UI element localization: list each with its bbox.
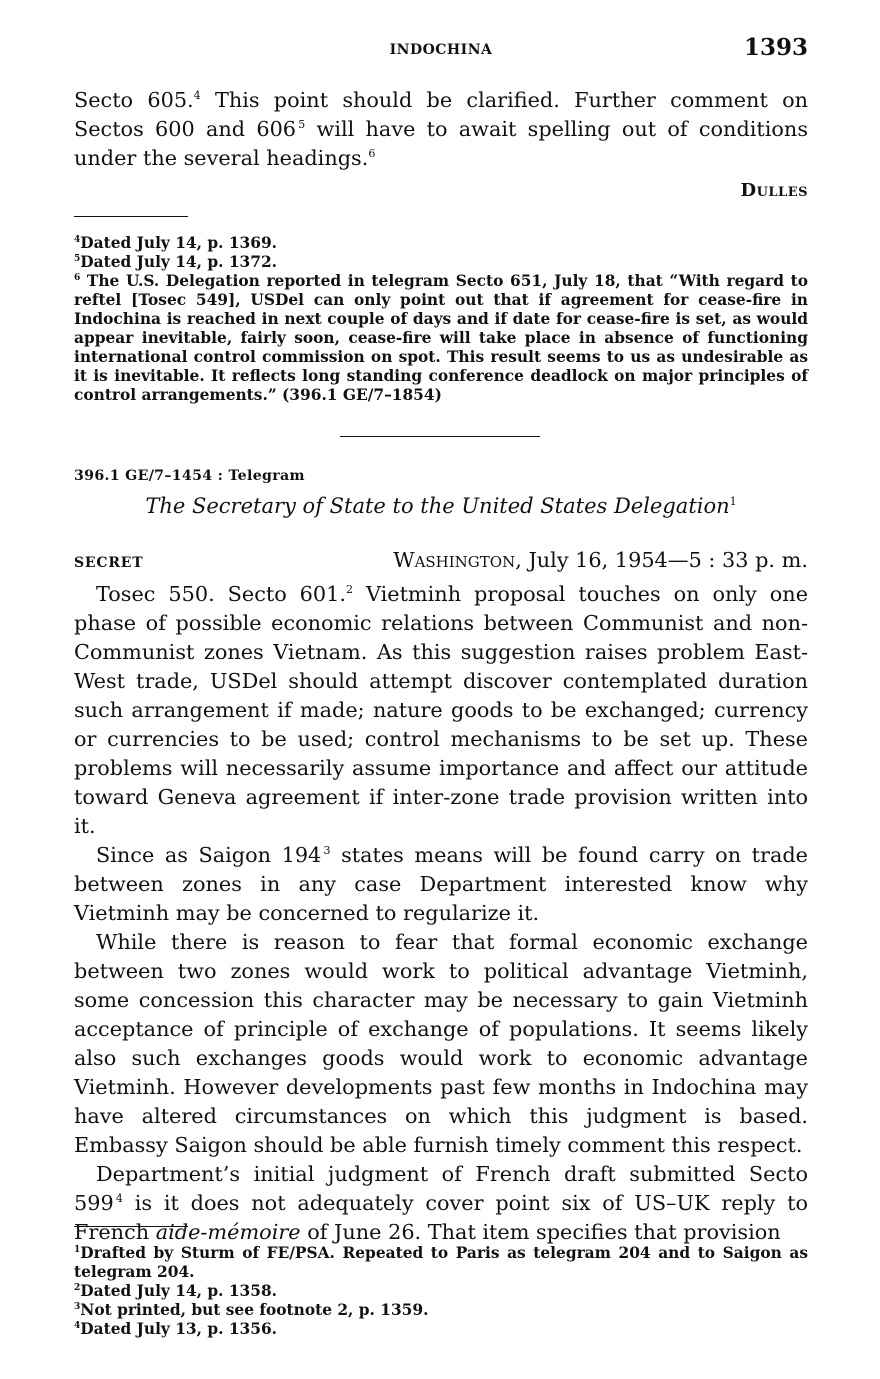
footnote	[74, 1301, 808, 1320]
document-title	[74, 494, 808, 518]
telegram-body	[74, 580, 808, 1247]
text-run: This point should be clarified. Further comment on Sectos 600 and 606	[74, 88, 808, 141]
document-page	[74, 0, 808, 1379]
text-run: Department’s initial judgment of French draft submitted Secto 599	[74, 1162, 808, 1215]
footnote-ref[interactable]: 5	[298, 118, 306, 132]
footnote	[74, 1320, 808, 1339]
paragraph	[74, 1160, 808, 1247]
footnote-mark: 3	[74, 1301, 81, 1312]
text-run: of June 26. That item specifies that provision	[300, 1220, 781, 1244]
footnote-mark: 6	[74, 272, 81, 283]
paragraph	[74, 841, 808, 928]
section-divider	[340, 436, 540, 437]
footnote	[74, 1244, 808, 1282]
footnote-text: Dated July 13, p. 1356.	[80, 1320, 278, 1338]
footnote-ref[interactable]: 4	[193, 89, 201, 103]
footnote-ref[interactable]: 6	[368, 147, 376, 161]
page-number: 1393	[743, 34, 808, 61]
footnote-text: Dated July 14, p. 1358.	[80, 1282, 278, 1300]
bottom-footnotes	[74, 1244, 808, 1339]
footnote	[74, 234, 808, 253]
dateline	[393, 548, 808, 572]
continuation-paragraph	[74, 86, 808, 173]
running-head: INDOCHINA	[389, 42, 493, 58]
dateline-row	[74, 548, 808, 578]
text-run: Since as Saigon 194	[96, 843, 322, 867]
classification: SECRET	[74, 555, 144, 571]
footnote-ref[interactable]: 2	[346, 583, 353, 597]
file-number: 396.1 GE/7–1454 : Telegram	[74, 468, 305, 484]
footnote-text: Not printed, but see footnote 2, p. 1359.	[80, 1301, 429, 1319]
title-text: The Secretary of State to the United States Delegation	[145, 494, 730, 518]
footnote-mark: 4	[74, 1320, 81, 1331]
footnote-mark: 1	[74, 1244, 81, 1255]
footnote-rule	[74, 216, 188, 217]
text-run: Secto 605.	[74, 88, 194, 112]
footnote-mark: 5	[74, 253, 81, 264]
page-header	[74, 34, 808, 66]
text-run: Tosec 550. Secto 601.	[96, 582, 346, 606]
footnote	[74, 253, 808, 272]
top-footnotes	[74, 234, 808, 405]
text-run: will have to await spelling out of conditions under the several headings.	[74, 117, 808, 170]
place: Washington	[393, 548, 516, 572]
footnote-text: Dated July 14, p. 1369.	[80, 234, 278, 252]
signature: Dulles	[740, 180, 808, 201]
footnote	[74, 1282, 808, 1301]
footnote	[74, 272, 808, 405]
text-run: states means will be found carry on trade between zones in any case Department interested know why Vietminh may be concerned to regularize it.	[74, 843, 808, 925]
footnote-rule	[74, 1226, 188, 1227]
footnote-mark: 4	[74, 234, 81, 245]
italic-term: aide-mémoire	[155, 1220, 301, 1244]
footnote-mark: 2	[74, 1282, 81, 1293]
footnote-ref[interactable]: 3	[323, 844, 331, 858]
date: , July 16, 1954—5 : 33 p. m.	[515, 548, 808, 572]
text-run: Vietminh proposal touches on only one phase of possible economic relations between Communist and non-Communist zones Vietnam. As this suggestion raises problem East-West trade, USDel should attempt discover contemplated duration such arrangement if made; nature goods to be exchanged; currency or currencies to be used; control mechanisms to be set up. These problems will necessarily assume importance and affect our attitude toward Geneva agreement if inter-zone trade provision written into it.	[74, 582, 808, 838]
paragraph	[74, 580, 808, 841]
text-run: is it does not adequately cover point six of US–UK reply to French	[74, 1191, 808, 1244]
footnote-text: Dated July 14, p. 1372.	[80, 253, 278, 271]
footnote-text: The U.S. Delegation reported in telegram Secto 651, July 18, that “With regard to reftel [Tosec 549], USDel can only point out that if agreement for cease-fire in Indochina is reached in next couple of days and if date for cease-fire is set, as would appear inevitable, fairly soon, cease-fire will take place in absence of functioning international control commission on spot. This result seems to us as undesirable as it is inevitable. It reflects long standing conference deadlock on major principles of control arrangements.” (396.1 GE/7–1854)	[74, 272, 808, 404]
footnote-ref[interactable]: 4	[115, 1192, 123, 1206]
footnote-ref[interactable]: 1	[729, 495, 737, 508]
paragraph: While there is reason to fear that formal economic exchange between two zones would work to political advantage Vietminh, some concession this character may be necessary to gain Vietminh acceptance of principle of exchange of populations. It seems likely also such exchanges goods would work to economic advantage Vietminh. However developments past few months in Indochina may have altered circumstances on which this judgment is based. Embassy Saigon should be able furnish timely comment this respect.	[74, 930, 808, 1157]
footnote-text: Drafted by Sturm of FE/PSA. Repeated to Paris as telegram 204 and to Saigon as telegram 204.	[74, 1244, 808, 1281]
